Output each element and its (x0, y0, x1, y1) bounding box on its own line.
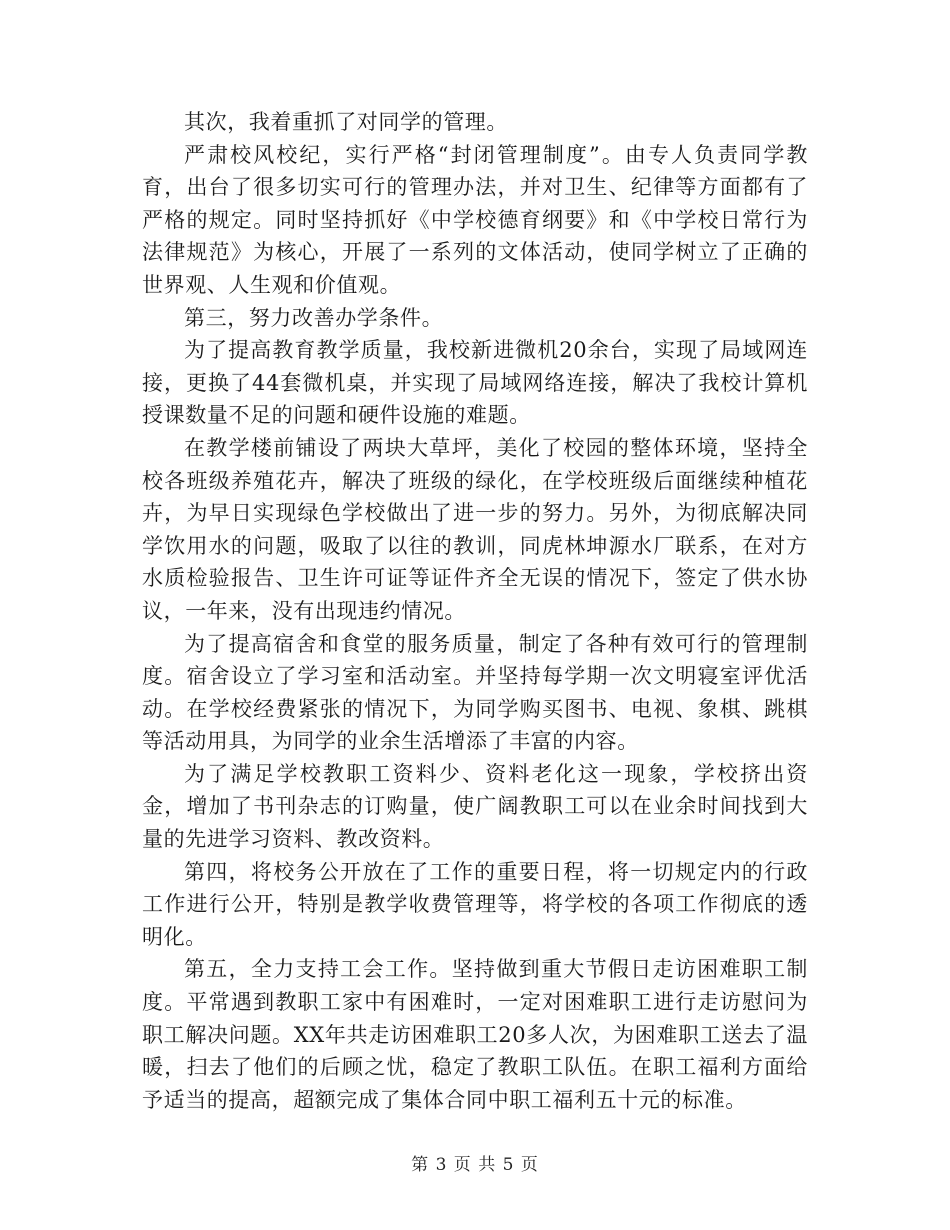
paragraph: 在教学楼前铺设了两块大草坪，美化了校园的整体环境，坚持全校各班级养殖花卉，解决了班级的绿化，在学校班级后面继续种植花卉，为早日实现绿色学校做出了进一步的努力。另外，为彻底解决同学饮用水的问题，吸取了以往的教训，同虎林坤源水厂联系，在对方水质检验报告、卫生许可证等证件齐全无误的情况下，签定了供水协议，一年来，没有出现违约情况。 (142, 435, 808, 623)
paragraph: 其次，我着重抓了对同学的管理。 (184, 110, 508, 134)
paragraph: 第五，全力支持工会工作。坚持做到重大节假日走访困难职工制度。平常遇到教职工家中有困难时，一定对困难职工进行走访慰问为职工解决问题。XX年共走访困难职工20多人次，为困难职工送去了温暖，扫去了他们的后顾之忧，稳定了教职工队伍。在职工福利方面给予适当的提高，超额完成了集体合同中职工福利五十元的标准。 (142, 957, 808, 1112)
paragraph: 为了提高宿舍和食堂的服务质量，制定了各种有效可行的管理制度。宿舍设立了学习室和活动室。并坚持每学期一次文明寝室评优活动。在学校经费紧张的情况下，为同学购买图书、电视、象棋、跳棋等活动用具，为同学的业余生活增添了丰富的内容。 (142, 631, 808, 754)
paragraph: 严肃校风校纪，实行严格“封闭管理制度”。由专人负责同学教育，出台了很多切实可行的管理办法，并对卫生、纪律等方面都有了严格的规定。同时坚持抓好《中学校德育纲要》和《中学校日常行为法律规范》为核心，开展了一系列的文体活动，使同学树立了正确的世界观、人生观和价值观。 (142, 142, 808, 297)
page-number-footer: 第 3 页 共 5 页 (411, 1155, 539, 1175)
paragraph: 第三，努力改善办学条件。 (184, 305, 444, 330)
paragraph: 第四，将校务公开放在了工作的重要日程，将一切规定内的行政工作进行公开，特别是教学收费管理等，将学校的各项工作彻底的透明化。 (142, 859, 808, 949)
paragraph: 为了满足学校教职工资料少、资料老化这一现象，学校挤出资金，增加了书刊杂志的订购量，使广阔教职工可以在业余时间找到大量的先进学习资料、教改资料。 (142, 761, 808, 852)
document-body (142, 106, 808, 1116)
paragraph: 为了提高教育教学质量，我校新进微机20余台，实现了局域网连接，更换了44套微机桌，并实现了局域网络连接，解决了我校计算机授课数量不足的问题和硬件设施的难题。 (142, 338, 808, 428)
